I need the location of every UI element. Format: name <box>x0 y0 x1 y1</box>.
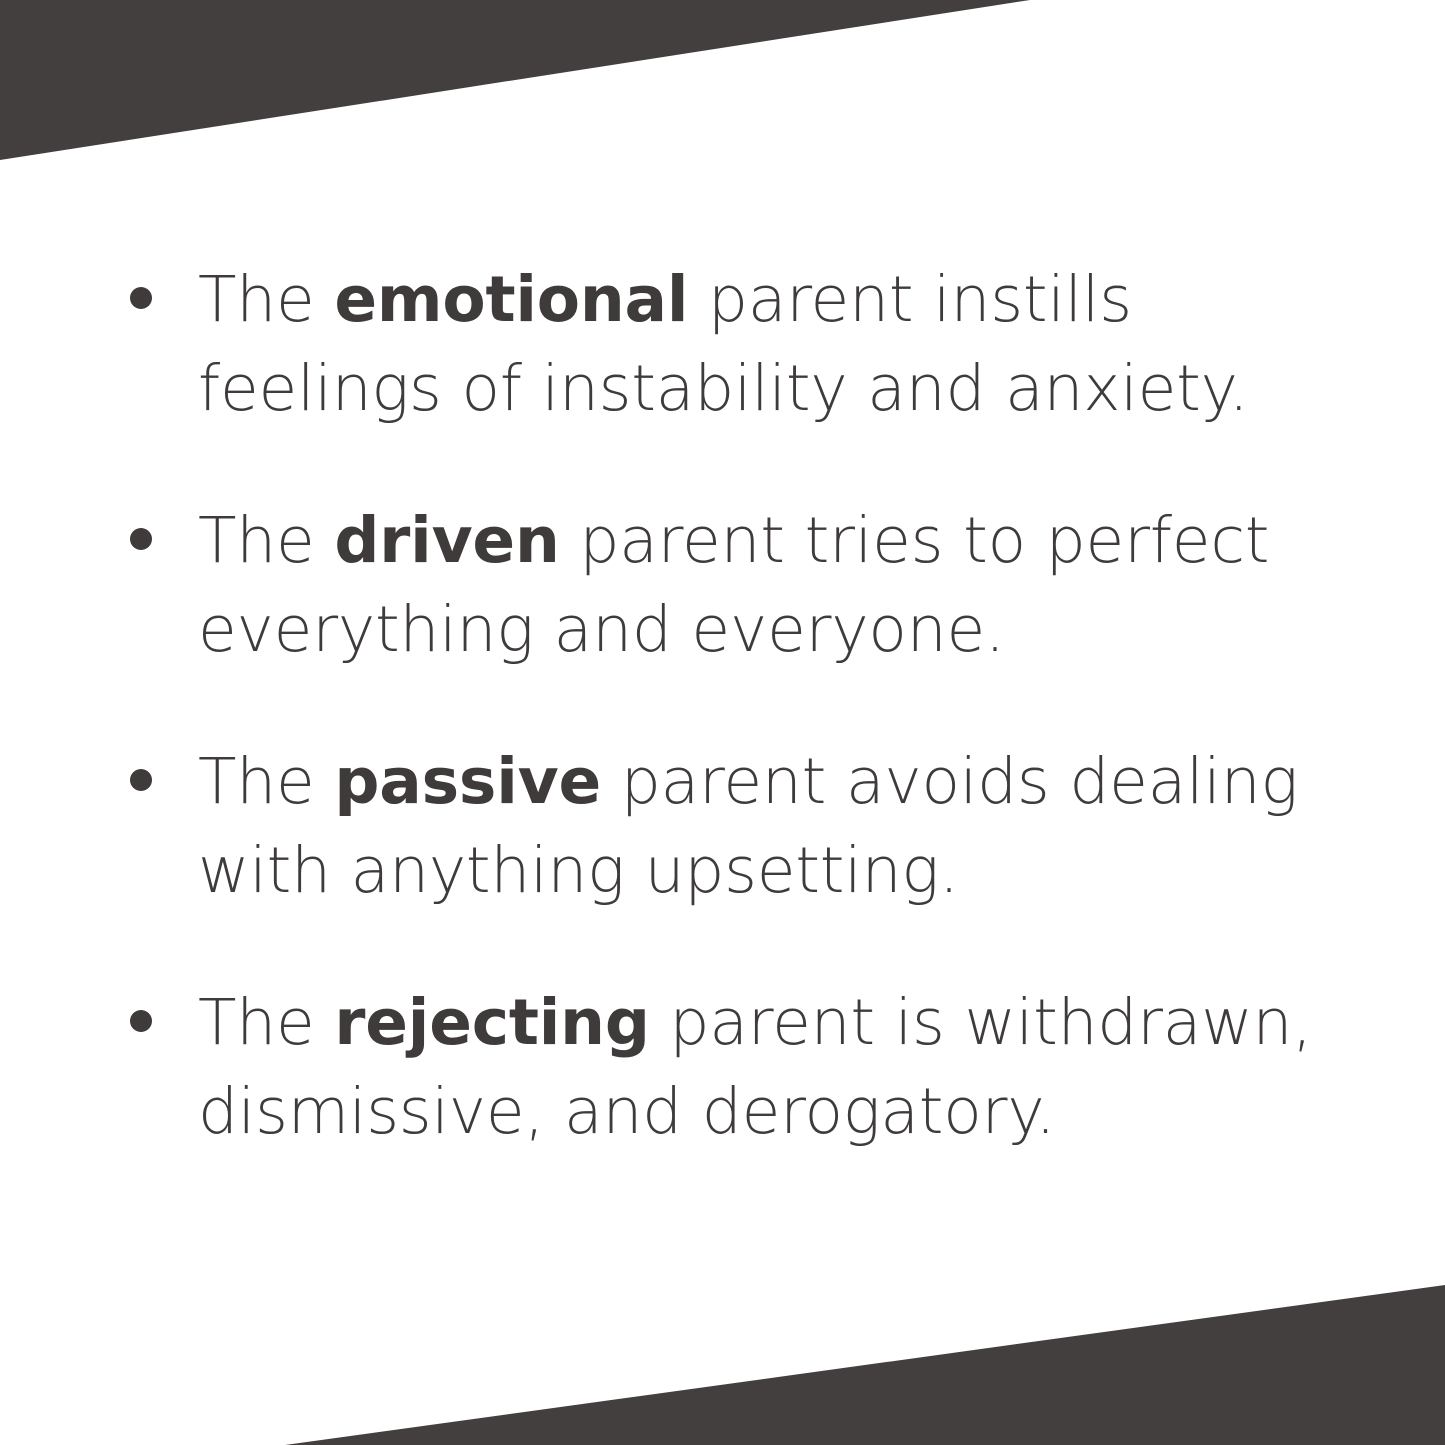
bullet-dot-icon <box>130 287 152 309</box>
bullet-suffix: parent instills feelings of instability and anxiety. <box>198 263 1249 426</box>
bullet-text <box>198 745 1298 907</box>
bullet-emphasis: passive <box>334 744 602 818</box>
bullet-emphasis: rejecting <box>334 985 650 1059</box>
bullet-emphasis: emotional <box>334 263 689 336</box>
list-item <box>120 737 1350 916</box>
list-item <box>120 978 1350 1157</box>
bullet-text <box>198 986 1312 1148</box>
bullet-prefix: The <box>198 985 335 1059</box>
list-item <box>120 496 1350 675</box>
bullet-dot-icon <box>130 1010 152 1032</box>
bullet-dot-icon <box>130 769 152 791</box>
bullet-prefix: The <box>198 503 335 577</box>
bullet-suffix: parent is withdrawn, dismissive, and derogatory. <box>198 985 1313 1149</box>
bullet-dot-icon <box>130 528 152 550</box>
bullet-prefix: The <box>198 263 335 336</box>
bottom-right-corner-decoration <box>285 1285 1445 1445</box>
list-item <box>120 255 1350 434</box>
bullet-suffix: parent avoids dealing with anything upsetting. <box>198 744 1299 908</box>
bullet-text <box>198 504 1269 666</box>
bullet-emphasis: driven <box>334 503 560 577</box>
bullet-suffix: parent tries to perfect everything and everyone. <box>198 503 1270 667</box>
bullet-prefix: The <box>198 744 335 818</box>
bullet-text <box>198 263 1249 425</box>
top-left-corner-decoration <box>0 0 1030 160</box>
bullet-list <box>120 255 1350 1157</box>
